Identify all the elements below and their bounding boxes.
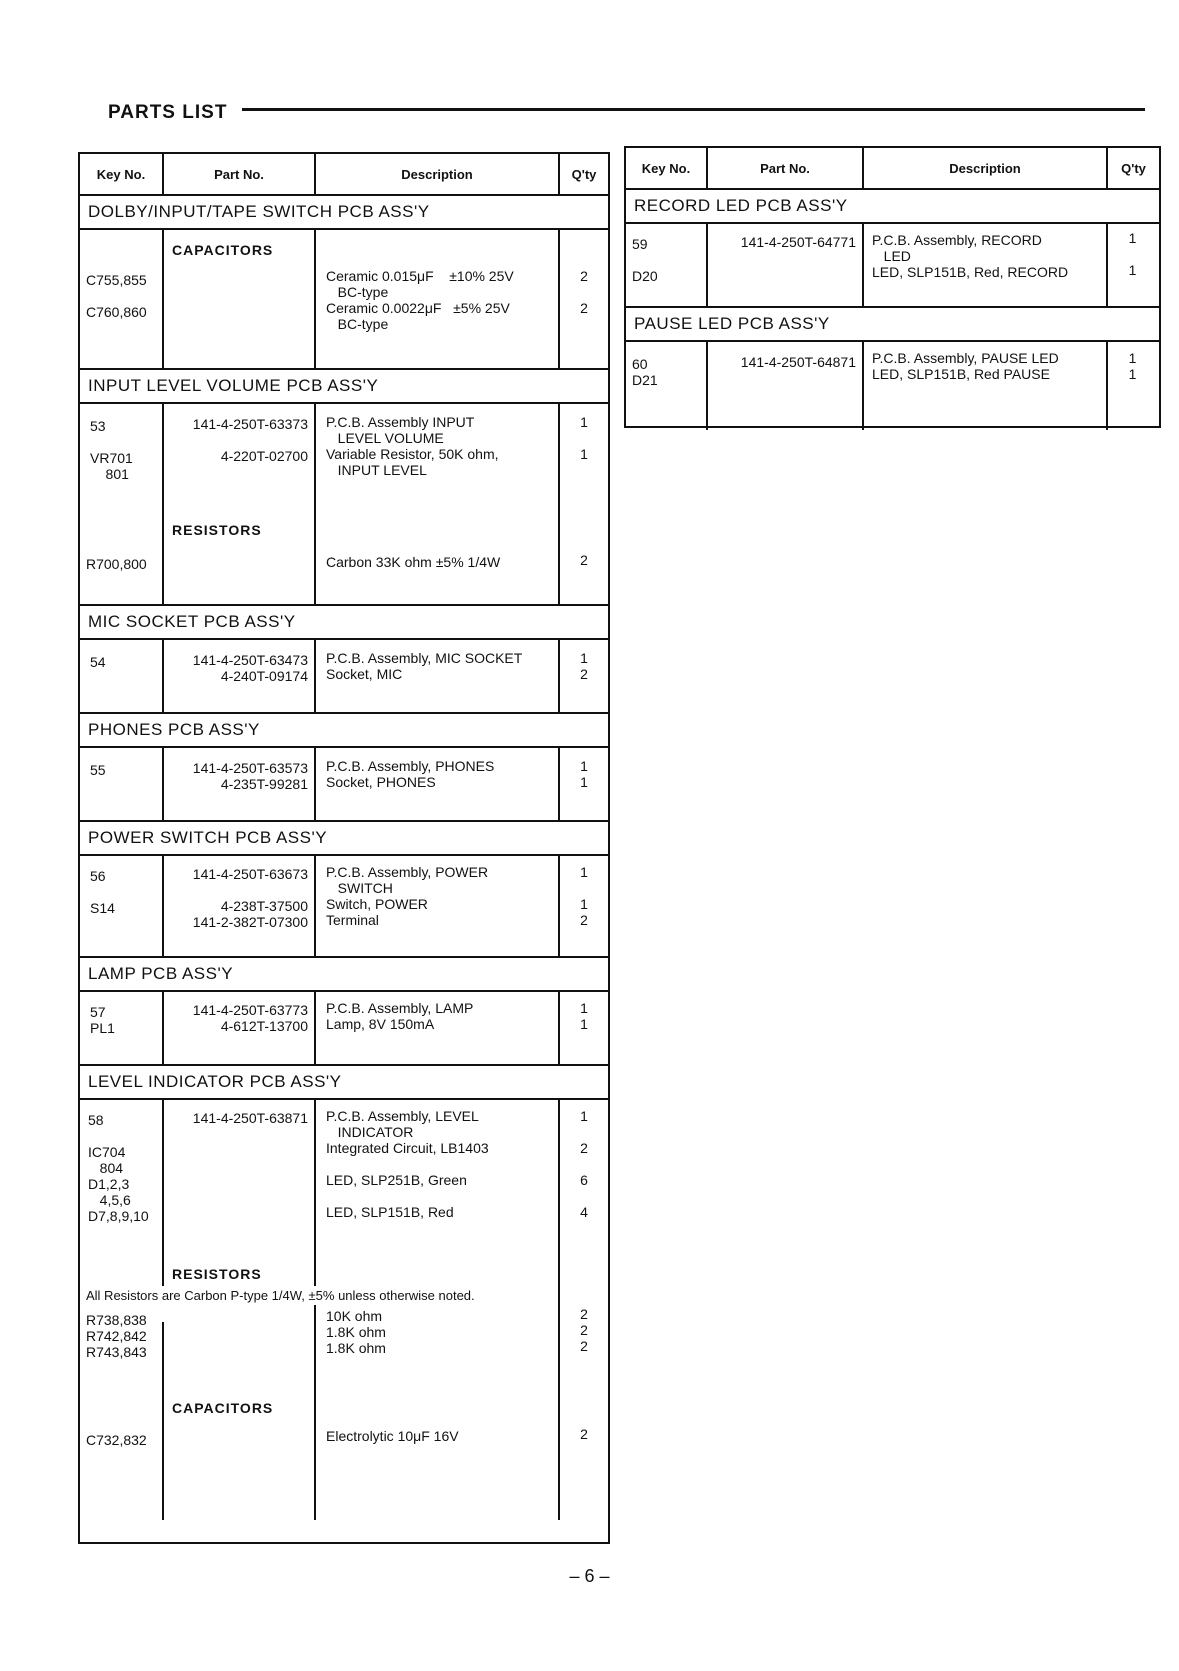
header-description: Description: [864, 148, 1108, 188]
qty-cell: 1 1: [580, 414, 588, 462]
qty-cell: 2 2: [580, 268, 588, 316]
section-title: MIC SOCKET PCB ASS'Y: [80, 606, 608, 640]
section-title: DOLBY/INPUT/TAPE SWITCH PCB ASS'Y: [80, 196, 608, 230]
part-no-cell: 141-4-250T-63673 4-238T-37500 141-2-382T-07300: [192, 866, 308, 930]
header-part-no: Part No.: [708, 148, 864, 188]
header-qty: Q'ty: [1121, 160, 1146, 176]
section-level-indicator-pcb: [80, 1066, 608, 1520]
subheading-capacitors: CAPACITORS: [172, 242, 274, 258]
qty-cell: 2 2 2: [580, 1306, 588, 1354]
section-pause-led-pcb: [626, 308, 1159, 430]
section-title: POWER SWITCH PCB ASS'Y: [80, 822, 608, 856]
key-no-cell: R700,800: [86, 556, 147, 572]
section-title: PHONES PCB ASS'Y: [80, 714, 608, 748]
parts-table-left: [78, 152, 610, 1544]
qty-cell: 2: [580, 1426, 588, 1442]
qty-cell: 1 1: [1128, 350, 1137, 382]
section-title: LEVEL INDICATOR PCB ASS'Y: [80, 1066, 608, 1100]
key-no-cell: C755,855 C760,860: [86, 272, 147, 320]
part-no-cell: 141-4-250T-63373 4-220T-02700: [192, 416, 308, 464]
key-no-cell: R738,838 R742,842 R743,843: [86, 1312, 147, 1360]
table-header: [80, 154, 608, 196]
key-no-cell: C732,832: [86, 1432, 147, 1448]
section-phones-pcb: [80, 714, 608, 822]
subheading-resistors: RESISTORS: [172, 522, 262, 538]
page-title: PARTS LIST: [108, 102, 228, 123]
key-no-cell: 53 VR701 801: [90, 418, 133, 482]
description-cell: 10K ohm 1.8K ohm 1.8K ohm: [326, 1308, 386, 1356]
section-record-led-pcb: [626, 190, 1159, 308]
subheading-capacitors: CAPACITORS: [172, 1400, 274, 1416]
description-cell: Electrolytic 10μF 16V: [326, 1428, 459, 1444]
qty-cell: 1 1: [580, 1000, 588, 1032]
part-no-cell: 141-4-250T-63573 4-235T-99281: [192, 760, 308, 792]
part-no-cell: 141-4-250T-63473 4-240T-09174: [192, 652, 308, 684]
description-cell: P.C.B. Assembly, POWER SWITCH Switch, POWER Terminal: [326, 864, 489, 928]
description-cell: P.C.B. Assembly, MIC SOCKET Socket, MIC: [326, 650, 523, 682]
key-no-cell: 56 S14: [90, 868, 115, 916]
section-title: INPUT LEVEL VOLUME PCB ASS'Y: [80, 370, 608, 404]
key-no-cell: 59 D20: [632, 236, 658, 284]
qty-cell: 2: [580, 552, 588, 568]
section-mic-socket-pcb: [80, 606, 608, 714]
header-qty: Q'ty: [571, 166, 597, 182]
section-title: RECORD LED PCB ASS'Y: [626, 190, 1159, 224]
header-part-no: Part No.: [164, 154, 316, 194]
description-cell: Carbon 33K ohm ±5% 1/4W: [326, 554, 501, 570]
header-description: Description: [316, 154, 560, 194]
key-no-cell: 54: [90, 654, 106, 670]
section-title: LAMP PCB ASS'Y: [80, 958, 608, 992]
header-key-no: Key No.: [626, 148, 708, 188]
parts-table-right: [624, 146, 1161, 428]
part-no-cell: 141-4-250T-64871: [740, 354, 856, 370]
description-cell: P.C.B. Assembly, RECORD LED LED, SLP151B, Red, RECORD: [872, 232, 1069, 280]
section-dolby-switch-pcb: [80, 196, 608, 370]
title-rule: [242, 108, 1145, 111]
part-no-cell: 141-4-250T-64771: [740, 234, 856, 250]
page-number: – 6 –: [569, 1566, 610, 1586]
qty-cell: 1 2 6 4: [580, 1108, 588, 1220]
header-key-no: Key No.: [80, 154, 164, 194]
section-lamp-pcb: [80, 958, 608, 1066]
description-cell: P.C.B. Assembly, PHONES Socket, PHONES: [326, 758, 495, 790]
description-cell: P.C.B. Assembly, PAUSE LED LED, SLP151B, Red PAUSE: [872, 350, 1059, 382]
resistor-note: All Resistors are Carbon P-type 1/4W, ±5% unless otherwise noted.: [86, 1288, 475, 1303]
subheading-resistors: RESISTORS: [172, 1266, 262, 1282]
key-no-cell: 57 PL1: [90, 1004, 115, 1036]
qty-cell: 1 1: [580, 758, 588, 790]
description-cell: P.C.B. Assembly, LEVEL INDICATOR Integrated Circuit, LB1403 LED, SLP251B, Green LED, SLP151B, Red: [326, 1108, 489, 1220]
key-no-cell: 55: [90, 762, 106, 778]
description-cell: P.C.B. Assembly, LAMP Lamp, 8V 150mA: [326, 1000, 474, 1032]
table-header: [626, 148, 1159, 190]
section-input-level-volume-pcb: [80, 370, 608, 606]
section-power-switch-pcb: [80, 822, 608, 958]
section-title: PAUSE LED PCB ASS'Y: [626, 308, 1159, 342]
key-no-cell: 60 D21: [632, 356, 658, 388]
part-no-cell: 141-4-250T-63871: [192, 1110, 308, 1126]
description-cell: Ceramic 0.015μF ±10% 25V BC-type Ceramic 0.0022μF ±5% 25V BC-type: [326, 268, 514, 332]
qty-cell: 1 1: [1128, 230, 1137, 278]
key-no-cell: 58 IC704 804 D1,2,3 4,5,6 D7,8,9,10: [88, 1112, 149, 1224]
part-no-cell: 141-4-250T-63773 4-612T-13700: [192, 1002, 308, 1034]
qty-cell: 1 1 2: [580, 864, 588, 928]
description-cell: P.C.B. Assembly INPUT LEVEL VOLUME Variable Resistor, 50K ohm, INPUT LEVEL: [326, 414, 499, 478]
qty-cell: 1 2: [580, 650, 588, 682]
